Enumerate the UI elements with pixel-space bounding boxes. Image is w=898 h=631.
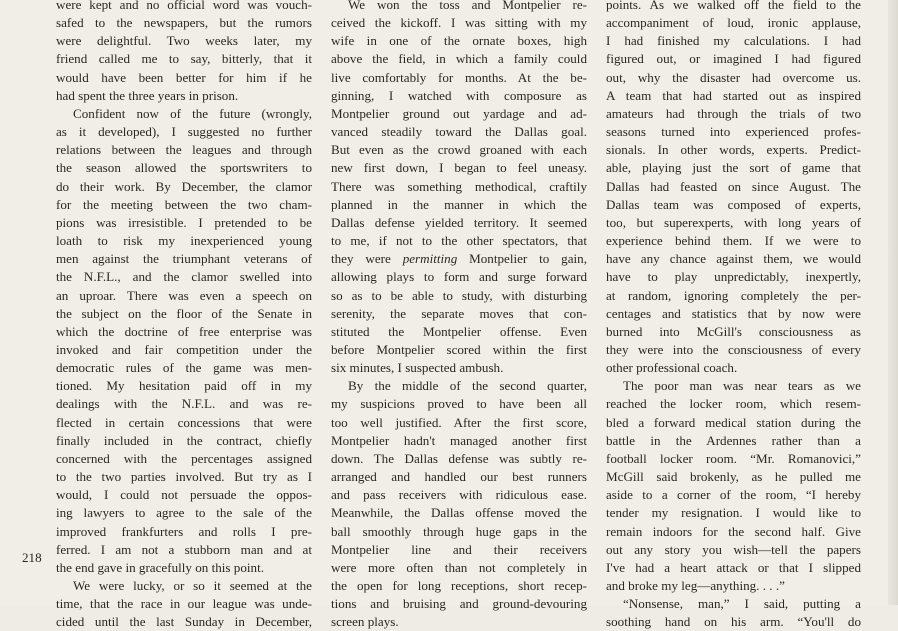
text-line: Confident now of the future (wrongly, <box>73 105 312 121</box>
text-line: figured out, or imagined I had figured <box>606 51 861 67</box>
text-line: arranged and handled our best runners <box>331 469 587 485</box>
text-line: too, but superexperts, with long years of <box>606 214 861 230</box>
text-line: have any chance against them, we would <box>606 251 861 267</box>
text-line: screen plays. <box>331 614 399 630</box>
text-line: wife in one of the ornate boxes, high <box>331 33 587 49</box>
text-line: the season allowed the sportswriters to <box>56 160 312 176</box>
text-line: live comfortably for months. At the be- <box>331 69 587 85</box>
text-column-3 <box>606 0 861 631</box>
text-line: stituted the Montpelier offense. Even <box>331 323 587 339</box>
page-edge-shadow <box>888 0 898 605</box>
text-line: sionals. In other words, experts. Predict- <box>606 142 861 158</box>
text-line: We won the toss and Montpelier re- <box>348 0 587 12</box>
text-line: Dallas defense yielded territory. It seemed <box>331 214 587 230</box>
text-line: ing lawyers to agree to the sale of the <box>56 505 312 521</box>
text-line: Dallas team was composed of experts, <box>606 196 861 212</box>
text-line: We were lucky, or so it seemed at the <box>73 578 312 593</box>
text-line: There was something methodical, craftily <box>331 178 587 194</box>
text-line: relations between the leagues and through <box>56 142 312 158</box>
text-line: would have been better for him if he <box>56 69 312 85</box>
text-line: football locker room. “Mr. Romanovici,” <box>606 450 861 466</box>
text-line: invoked and fair competition under the <box>56 341 312 357</box>
text-line: democratic rules of the game was men- <box>56 360 312 376</box>
text-line: an uproar. There was even a speech on <box>56 287 312 303</box>
text-line: McGill said brokenly, as he pulled me <box>606 469 861 485</box>
text-line: loath to risk my inexperienced young <box>56 233 312 249</box>
text-line: planned in the manner in which the <box>331 196 587 212</box>
text-line: But even as the crowd groaned with each <box>331 142 587 158</box>
text-line: do their work. By December, the clamor <box>56 178 312 194</box>
text-line: as it developed), I suggested no further <box>56 124 312 140</box>
text-line: they were permitting Montpelier to gain, <box>331 251 587 267</box>
text-line: friend called me to say, bitterly, that it <box>56 51 312 67</box>
text-line: other professional coach. <box>606 360 738 376</box>
text-line: out any story you wish—tell the papers <box>606 541 861 557</box>
text-line: above the field, in which a family could <box>331 51 587 67</box>
text-line: bled a forward medical station during the <box>606 414 861 430</box>
text-line: aside to a corner of the room, “I hereby <box>606 487 861 503</box>
text-line: have to play unpredictably, inexpertly, <box>606 269 861 285</box>
text-line: the N.F.L., and the clamor swelled into <box>56 269 312 285</box>
text-line: cided until the last Sunday in December, <box>56 614 312 630</box>
text-line: Montpelier line and their receivers <box>331 541 587 557</box>
text-line: ceived the kickoff. I was sitting with my <box>331 15 587 31</box>
text-line: down. The Dallas defense was subtly re- <box>331 450 587 466</box>
text-line: were kept and no official word was vouch- <box>56 0 312 12</box>
text-line: points. As we walked off the field to the <box>606 0 861 12</box>
text-line: which the doctrine of free enterprise was <box>56 323 312 339</box>
text-line: Montpelier hadn't managed another first <box>331 432 587 448</box>
text-line: amateurs had through the trials of two <box>606 105 861 121</box>
text-line: the end gave in gracefully on this point. <box>56 559 264 575</box>
text-line: had spent the three years in prison. <box>56 87 239 103</box>
text-line: improved frankfurters and rolls I pre- <box>56 523 312 539</box>
text-line: so as to be able to study, with disturbing <box>331 287 587 303</box>
text-line: new first down, I began to feel uneasy. <box>331 160 587 176</box>
text-line: ball smoothly through huge gaps in the <box>331 523 587 539</box>
text-line: experience behind them. If we were to <box>606 233 861 249</box>
text-line: I had finished my calculations. I had <box>606 33 861 49</box>
text-line: burned into McGill's consciousness as <box>606 323 861 339</box>
text-line: before Montpelier scored within the first <box>331 341 587 357</box>
text-line: safed to the newspapers, but the rumors <box>56 15 312 31</box>
text-line: would, I could not persuade the oppos- <box>56 487 312 503</box>
text-line: were delightful. Two weeks later, my <box>56 33 312 49</box>
text-line: A team that had started out as inspired <box>606 87 861 103</box>
text-line: remain indoors for the second half. Give <box>606 523 861 539</box>
text-line: were more often than not completely in <box>331 559 587 575</box>
text-line: The poor man was near tears as we <box>623 378 861 394</box>
text-line: at random, ignoring completely the per- <box>606 287 861 303</box>
text-line: allowing plays to form and surge forward <box>331 269 587 285</box>
text-line: my suspicions proved to have been all <box>331 396 587 412</box>
text-column-2 <box>331 0 587 631</box>
text-line: men against the triumphant veterans of <box>56 251 312 267</box>
text-line: they were into the consciousness of every <box>606 341 861 357</box>
text-line: concerned with the percentages assigned <box>56 450 312 466</box>
text-line: out, why the disaster had overcome us. <box>606 69 861 85</box>
text-line: and broke my leg—anything. . . .” <box>606 578 785 593</box>
text-line: able, playing just the sort of game that <box>606 160 861 176</box>
text-line: tender my resignation. I would like to <box>606 505 861 521</box>
text-line: centages and statistics that by now were <box>606 305 861 321</box>
text-line: dealings with the N.F.L. and was re- <box>56 396 312 412</box>
text-line: accompaniment of loud, ironic applause, <box>606 15 861 31</box>
text-line: serenity, the separate moves that con- <box>331 305 587 321</box>
text-line: tioned. My hesitation paid off in my <box>56 378 312 394</box>
text-line: By the middle of the second quarter, <box>348 378 587 394</box>
text-line: the subject on the floor of the Senate in <box>56 305 312 321</box>
text-line: Dallas had feasted on since August. The <box>606 178 861 194</box>
text-line: I've had a heart attack or that I slipped <box>606 559 861 575</box>
text-line: Montpelier ground out yardage and ad- <box>331 105 587 121</box>
text-line: vanced steadily toward the Dallas goal. <box>331 124 587 140</box>
text-line: finally included in the contract, chiefly <box>56 432 312 448</box>
text-line: reached the locker room, which resem- <box>606 396 861 412</box>
text-line: and pass receivers with ridiculous ease. <box>331 487 587 503</box>
text-line: Meanwhile, the Dallas offense moved the <box>331 505 587 521</box>
text-line: to me, if not to the other spectators, that <box>331 233 587 249</box>
italic-word: permitting <box>402 251 458 267</box>
text-column-1 <box>56 0 312 631</box>
text-line: too well justified. After the first score, <box>331 414 587 430</box>
text-line: flected in certain concessions that were <box>56 414 312 430</box>
text-line: ginning, I watched with composure as <box>331 87 587 103</box>
text-line: tions and bruising and ground-devouring <box>331 596 587 612</box>
text-line: soothing hand on his arm. “You'll do <box>606 614 861 630</box>
text-line: six minutes, I suspected ambush. <box>331 360 504 376</box>
text-line: pions was irresistible. I pretended to be <box>56 214 312 230</box>
text-line: “Nonsense, man,” I said, putting a <box>623 596 861 612</box>
page-number: 218 <box>22 550 42 565</box>
text-line: time, that the race in our league was unde- <box>56 596 312 612</box>
text-line: the open for long receptions, short recep- <box>331 578 587 593</box>
text-line: to the two parties involved. But try as I <box>56 469 312 485</box>
text-line: ferred. I am not a stubborn man and at <box>56 541 312 557</box>
text-line: for the meeting between the two cham- <box>56 196 312 212</box>
text-line: battle in the Ardennes rather than a <box>606 432 861 448</box>
text-line: seasons turned into experienced profes- <box>606 124 861 140</box>
